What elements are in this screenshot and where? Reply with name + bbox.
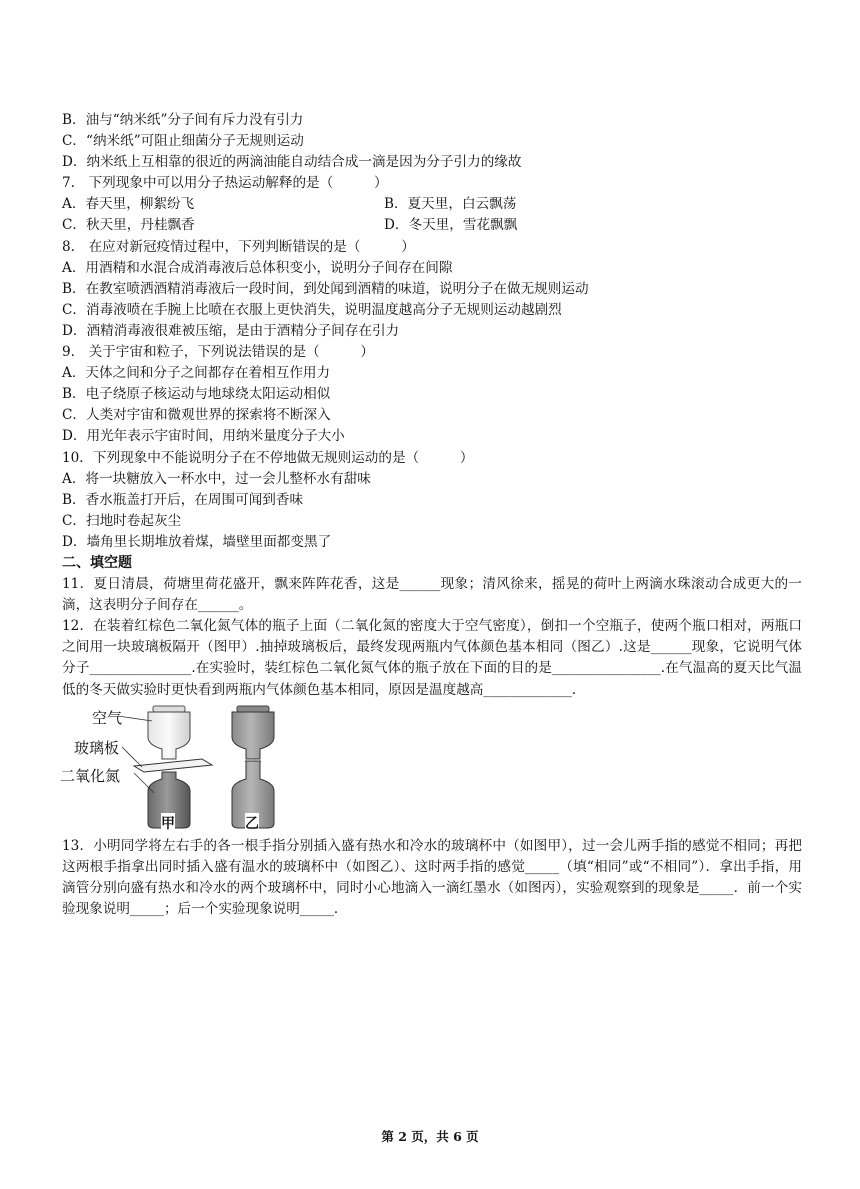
q9-option-d: D．用光年表示宇宙时间，用纳米量度分子大小	[62, 428, 345, 445]
q10-stem: 10．下列现象中不能说明分子在不停地做无规则运动的是（ ）	[62, 449, 474, 466]
q12-text: 12．在装着红棕色二氧化氮气体的瓶子上面（二氧化氮的密度大于空气密度），倒扣一个空瓶子，使两个瓶口相对，两瓶口之间用一块玻璃板隔开（图甲）.抽掉玻璃板后，最终发现两瓶内气体颜色基本相同（图乙）.这是______现象，它说明气体分子_______________.在实验时，装红棕色二氧化氮气体的瓶子放在下面的目的是________________.在气温高的夏天比气温低的冬天做实验时更快看到两瓶内气体颜色基本相同，原因是温度越高_____________.	[62, 618, 802, 698]
q7-option-b: B．夏天里，白云飘荡	[384, 196, 517, 213]
q9-stem: 9. 关于宇宙和粒子，下列说法错误的是（ ）	[62, 344, 375, 361]
q10-option-d: D．墙角里长期堆放着煤，墙壁里面都变黑了	[62, 533, 332, 550]
diffusion-figure	[62, 701, 802, 836]
q8-option-d: D．酒精消毒液很难被压缩，是由于酒精分子间存在引力	[62, 322, 400, 339]
q6-option-b: B．油与“纳米纸”分子间有斥力没有引力	[62, 112, 304, 128]
caption-jia: 甲	[161, 813, 175, 833]
page-footer: 第 2 页，共 6 页	[381, 1129, 479, 1144]
q7-option-a: A．春天里，柳絮纷飞	[62, 196, 195, 213]
q10-option-b: B．香水瓶盖打开后，在周围可闻到香味	[62, 491, 304, 508]
q8-option-a: A．用酒精和水混合成消毒液后总体积变小，说明分子间存在间隙	[62, 259, 453, 276]
q7-option-d: D．冬天里，雪花飘飘	[384, 217, 518, 234]
q10-option-a: A．将一块糖放入一杯水中，过一会儿整杯水有甜味	[62, 470, 371, 487]
q7-stem: 7. 下列现象中可以用分子热运动解释的是（ ）	[62, 175, 388, 192]
q7-options-row-2	[62, 215, 802, 236]
q7-options-row-1	[62, 194, 802, 215]
q7-option-c: C．秋天里，丹桂飘香	[62, 217, 195, 234]
q6-option-c: C．“纳米纸”可阻止细菌分子无规则运动	[62, 133, 304, 150]
q8-stem: 8. 在应对新冠疫情过程中，下列判断错误的是（ ）	[62, 238, 415, 255]
page-content	[62, 110, 802, 920]
q11-text: 11．夏日清晨，荷塘里荷花盛开，飘来阵阵花香，这是______现象；清风徐来，摇晃的荷叶上两滴水珠滚动合成更大的一滴，这表明分子间存在______。	[62, 576, 802, 614]
q8-option-c: C．消毒液喷在手腕上比喷在衣服上更快消失，说明温度越高分子无规则运动越剧烈	[62, 301, 562, 318]
q10-option-c: C．扫地时卷起灰尘	[62, 512, 182, 529]
section-heading: 二、填空题	[62, 554, 132, 571]
q9-option-a: A．天体之间和分子之间都存在着相互作用力	[62, 365, 331, 382]
q8-option-b: B．在教室喷洒酒精消毒液后一段时间，到处闻到酒精的味道，说明分子在做无规则运动	[62, 280, 589, 297]
bottle-yi	[232, 706, 274, 828]
label-air: 空气	[92, 708, 123, 727]
q6-option-d: D．纳米纸上互相靠的很近的两滴油能自动结合成一滴是因为分子引力的缘故	[62, 154, 522, 171]
caption-yi: 乙	[245, 813, 259, 833]
q13-text: 13．小明同学将左右手的各一根手指分别插入盛有热水和冷水的玻璃杯中（如图甲），过一会儿两手指的感觉不相同；再把这两根手指拿出同时插入盛有温水的玻璃杯中（如图乙）、这时两手指的感觉_____（填“相同”或“不相同”）．拿出手指，用滴管分别向盛有热水和冷水的两个玻璃杯中，同时小心地滴入一滴红墨水（如图丙），实验观察到的现象是_____．前一个实验现象说明_____；后一个实验现象说明_____．	[62, 837, 802, 917]
q9-option-c: C．人类对宇宙和微观世界的探索将不断深入	[62, 407, 331, 424]
q9-option-b: B．电子绕原子核运动与地球绕太阳运动相似	[62, 386, 331, 403]
bottle-jia	[118, 706, 212, 828]
label-glass-plate: 玻璃板	[74, 738, 120, 757]
label-no2: 二氧化氮	[60, 766, 121, 785]
